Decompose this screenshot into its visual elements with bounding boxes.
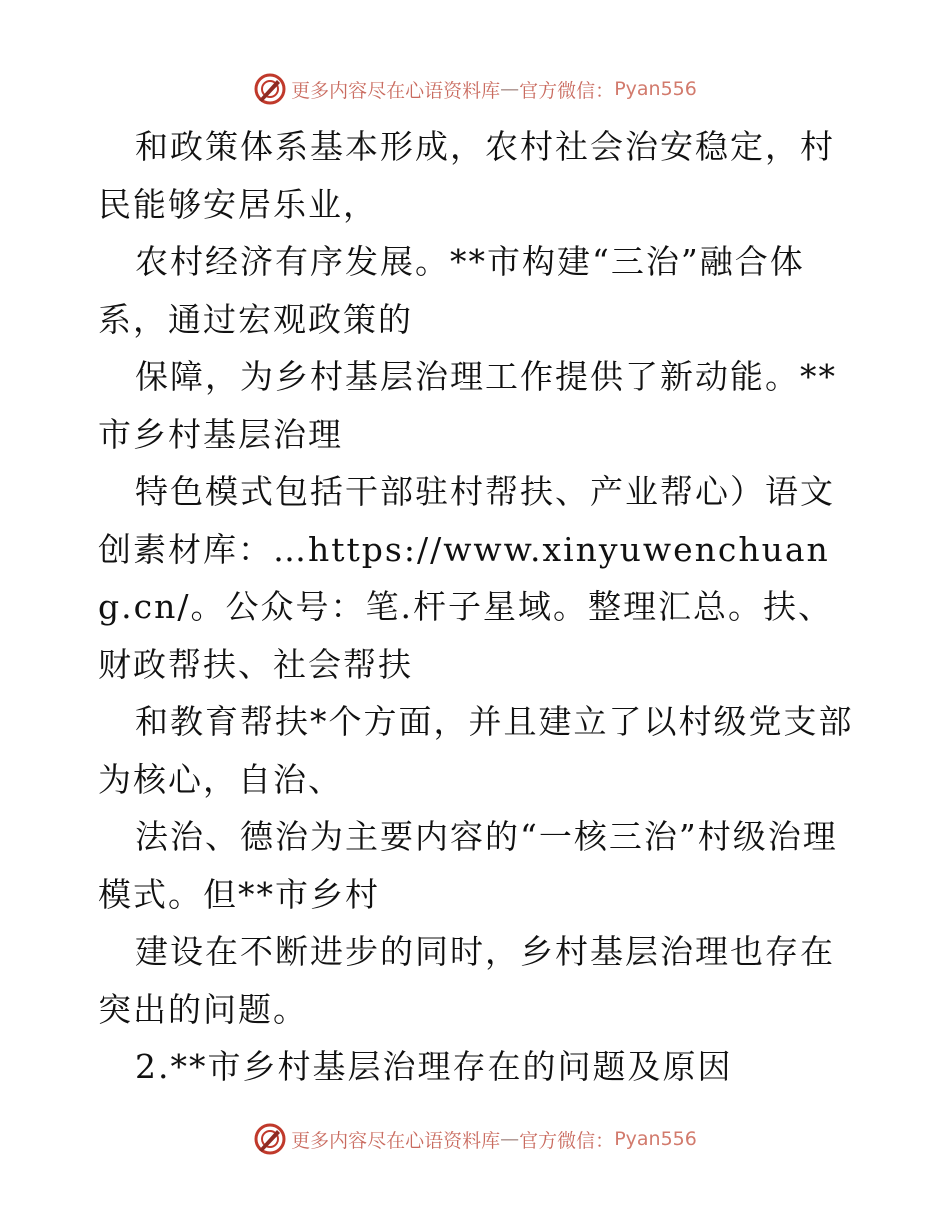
section-heading: 2.**市乡村基层治理存在的问题及原因	[135, 1047, 733, 1086]
footer-separator: —	[500, 1128, 520, 1150]
header-official-label: 官方微信：	[519, 79, 615, 102]
footer-watermark	[0, 1122, 950, 1156]
paragraph: 和政策体系基本形成，农村社会治安稳定，村民能够安居乐业，	[98, 127, 835, 224]
paragraph: 建设在不断进步的同时，乡村基层治理也存在突出的问题。	[98, 932, 835, 1029]
paragraph: 法治、德治为主要内容的“一核三治”村级治理模式。但**市乡村	[98, 817, 838, 914]
pen-logo-icon	[253, 72, 287, 106]
document-body	[98, 118, 858, 1096]
footer-brand-text: 更多内容尽在心语资料库	[291, 1129, 501, 1152]
pen-logo-icon	[253, 1122, 287, 1156]
header-watermark	[0, 72, 950, 106]
paragraph: 农村经济有序发展。**市构建“三治”融合体系，通过宏观政策的	[98, 242, 805, 339]
footer-wechat-id: Pyan556	[614, 1128, 697, 1150]
header-brand-text: 更多内容尽在心语资料库	[291, 79, 501, 102]
paragraph: 特色模式包括干部驻村帮扶、产业帮心）语文创素材库：…https://www.xinyuwenchuang.cn/。公众号：笔.杆子星域。整理汇总。扶、财政帮扶、社会帮扶	[98, 472, 835, 684]
header-separator: —	[500, 78, 520, 100]
paragraph: 和教育帮扶*个方面，并且建立了以村级党支部为核心，自治、	[98, 702, 854, 799]
paragraph: 保障，为乡村基层治理工作提供了新动能。**市乡村基层治理	[98, 357, 837, 454]
header-wechat-id: Pyan556	[614, 78, 697, 100]
footer-official-label: 官方微信：	[519, 1129, 615, 1152]
